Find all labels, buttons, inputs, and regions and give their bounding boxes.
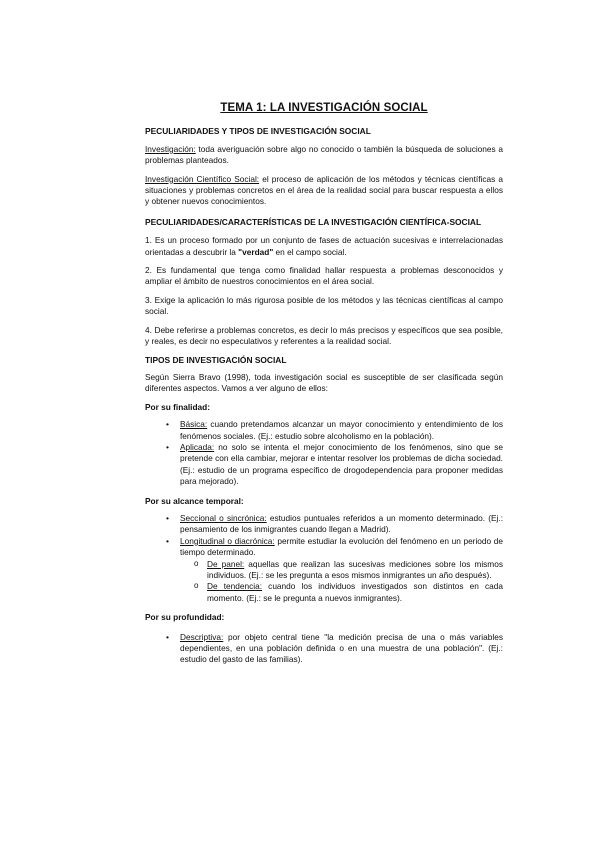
characteristic-item-2: 2. Es fundamental que tenga como finalidad hallar respuesta a problemas desconocidos y ampliar el ámbito de nuestros conocimientos en el área social. <box>145 265 503 287</box>
list-item-seccional <box>180 513 503 536</box>
term-investigacion-cientifico-social: Investigación Científico Social: <box>145 173 260 184</box>
list-item-descriptiva <box>180 632 503 666</box>
term-tendencia: De tendencia: <box>207 581 263 592</box>
term-descriptiva: Descriptiva: <box>180 631 224 642</box>
subheading-finalidad: Por su finalidad: <box>145 401 210 412</box>
section-heading-caracteristicas: PECULIARIDADES/CARACTERÍSTICAS DE LA INVESTIGACIÓN CIENTÍFICA-SOCIAL <box>145 216 482 227</box>
subheading-alcance-temporal: Por su alcance temporal: <box>145 495 244 506</box>
quoted-definition: "la medición precisa de una o más variables dependientes, en una población definida o en una muestra de una población". <box>180 631 503 654</box>
section-heading-peculiaridades: PECULIARIDADES Y TIPOS DE INVESTIGACIÓN SOCIAL <box>145 126 371 137</box>
profundidad-list <box>145 632 503 666</box>
definition-text: toda averiguación sobre algo no conocido o también la búsqueda de soluciones a problemas planteados. <box>145 143 503 166</box>
sublist-item-panel <box>207 559 503 582</box>
list-item-aplicada <box>180 442 503 488</box>
list-item-text: no solo se intenta el mejor conocimiento de los fenómenos, sino que se pretende con ella cambiar, mejorar e intentar resolver los problemas de dicha sociedad. (Ej.: estudio de un programa específico de drogodependencia para proponer medidas para mejorado). <box>180 441 503 487</box>
characteristic-text: 1. Es un proceso formado por un conjunto de fases de actuación sucesivas e interrelacionadas orientadas a descubrir la <box>145 235 503 257</box>
definition-investigacion-cientifico-social <box>145 174 503 208</box>
verdad-emphasis: "verdad" <box>238 246 274 257</box>
list-item-text: (Ej.: estudio del gasto de las familias). <box>180 643 503 665</box>
finalidad-list <box>145 419 503 487</box>
list-item-text: cuando pretendamos alcanzar un mayor conocimiento y entendimiento de los fenómenos sociales. (Ej.: estudio sobre alcoholismo en la población). <box>180 419 503 441</box>
characteristic-text: en el campo social. <box>273 246 347 257</box>
characteristic-item-1 <box>145 235 503 258</box>
list-item-text: permite estudiar la evolución del fenómeno en un periodo de tiempo determinado. <box>180 535 503 558</box>
term-longitudinal: Longitudinal o diacrónica: <box>180 535 275 546</box>
longitudinal-sublist <box>180 559 503 605</box>
document-title: TEMA 1: LA INVESTIGACIÓN SOCIAL <box>220 102 428 114</box>
term-seccional: Seccional o sincrónica: <box>180 512 267 523</box>
list-item-text: estudios puntuales referidos a un momento determinado. (Ej.: pensamiento de los inmigrantes cuando llegan a Madrid). <box>180 512 504 535</box>
definition-investigacion <box>145 144 503 167</box>
document-page <box>145 103 503 674</box>
sublist-item-text: aquellas que realizan las sucesivas mediciones sobre los mismos individuos. (Ej.: se les pregunta a esos mismos inmigrantes un año después). <box>207 558 503 580</box>
term-investigacion: Investigación: <box>145 143 196 154</box>
alcance-list <box>145 513 503 604</box>
section-heading-tipos: TIPOS DE INVESTIGACIÓN SOCIAL <box>145 354 287 365</box>
sublist-item-tendencia <box>207 581 503 604</box>
sublist-item-text: cuando los individuos investigados son distintos en cada momento. (Ej.: se le pregunta a nuevos inmigrantes). <box>207 581 503 603</box>
definition-text: el proceso de aplicación de los métodos y técnicas científicas a situaciones y problemas concretos en el área de la realidad social para buscar respuesta a ellos y obtener nuevos conocimientos. <box>145 173 503 207</box>
list-item-basica <box>180 419 503 442</box>
characteristic-item-4: 4. Debe referirse a problemas concretos, es decir lo más precisos y específicos que sea posible, y reales, es decir no especulativos y referentes a la realidad social. <box>145 324 503 347</box>
tipos-intro: Según Sierra Bravo (1998), toda investigación social es susceptible de ser clasificada según diferentes aspectos. Vamos a ver alguno de ellos: <box>145 371 503 394</box>
list-item-longitudinal <box>180 536 503 604</box>
subheading-profundidad: Por su profundidad: <box>145 612 225 623</box>
term-basica: Básica: <box>180 419 208 430</box>
term-panel: De panel: <box>207 558 245 569</box>
list-item-text: por objeto central tiene <box>223 631 325 642</box>
characteristic-item-3: 3. Exige la aplicación lo más rigurosa posible de los métodos y las técnicas científicas al campo social. <box>145 294 503 317</box>
term-aplicada: Aplicada: <box>180 441 215 452</box>
